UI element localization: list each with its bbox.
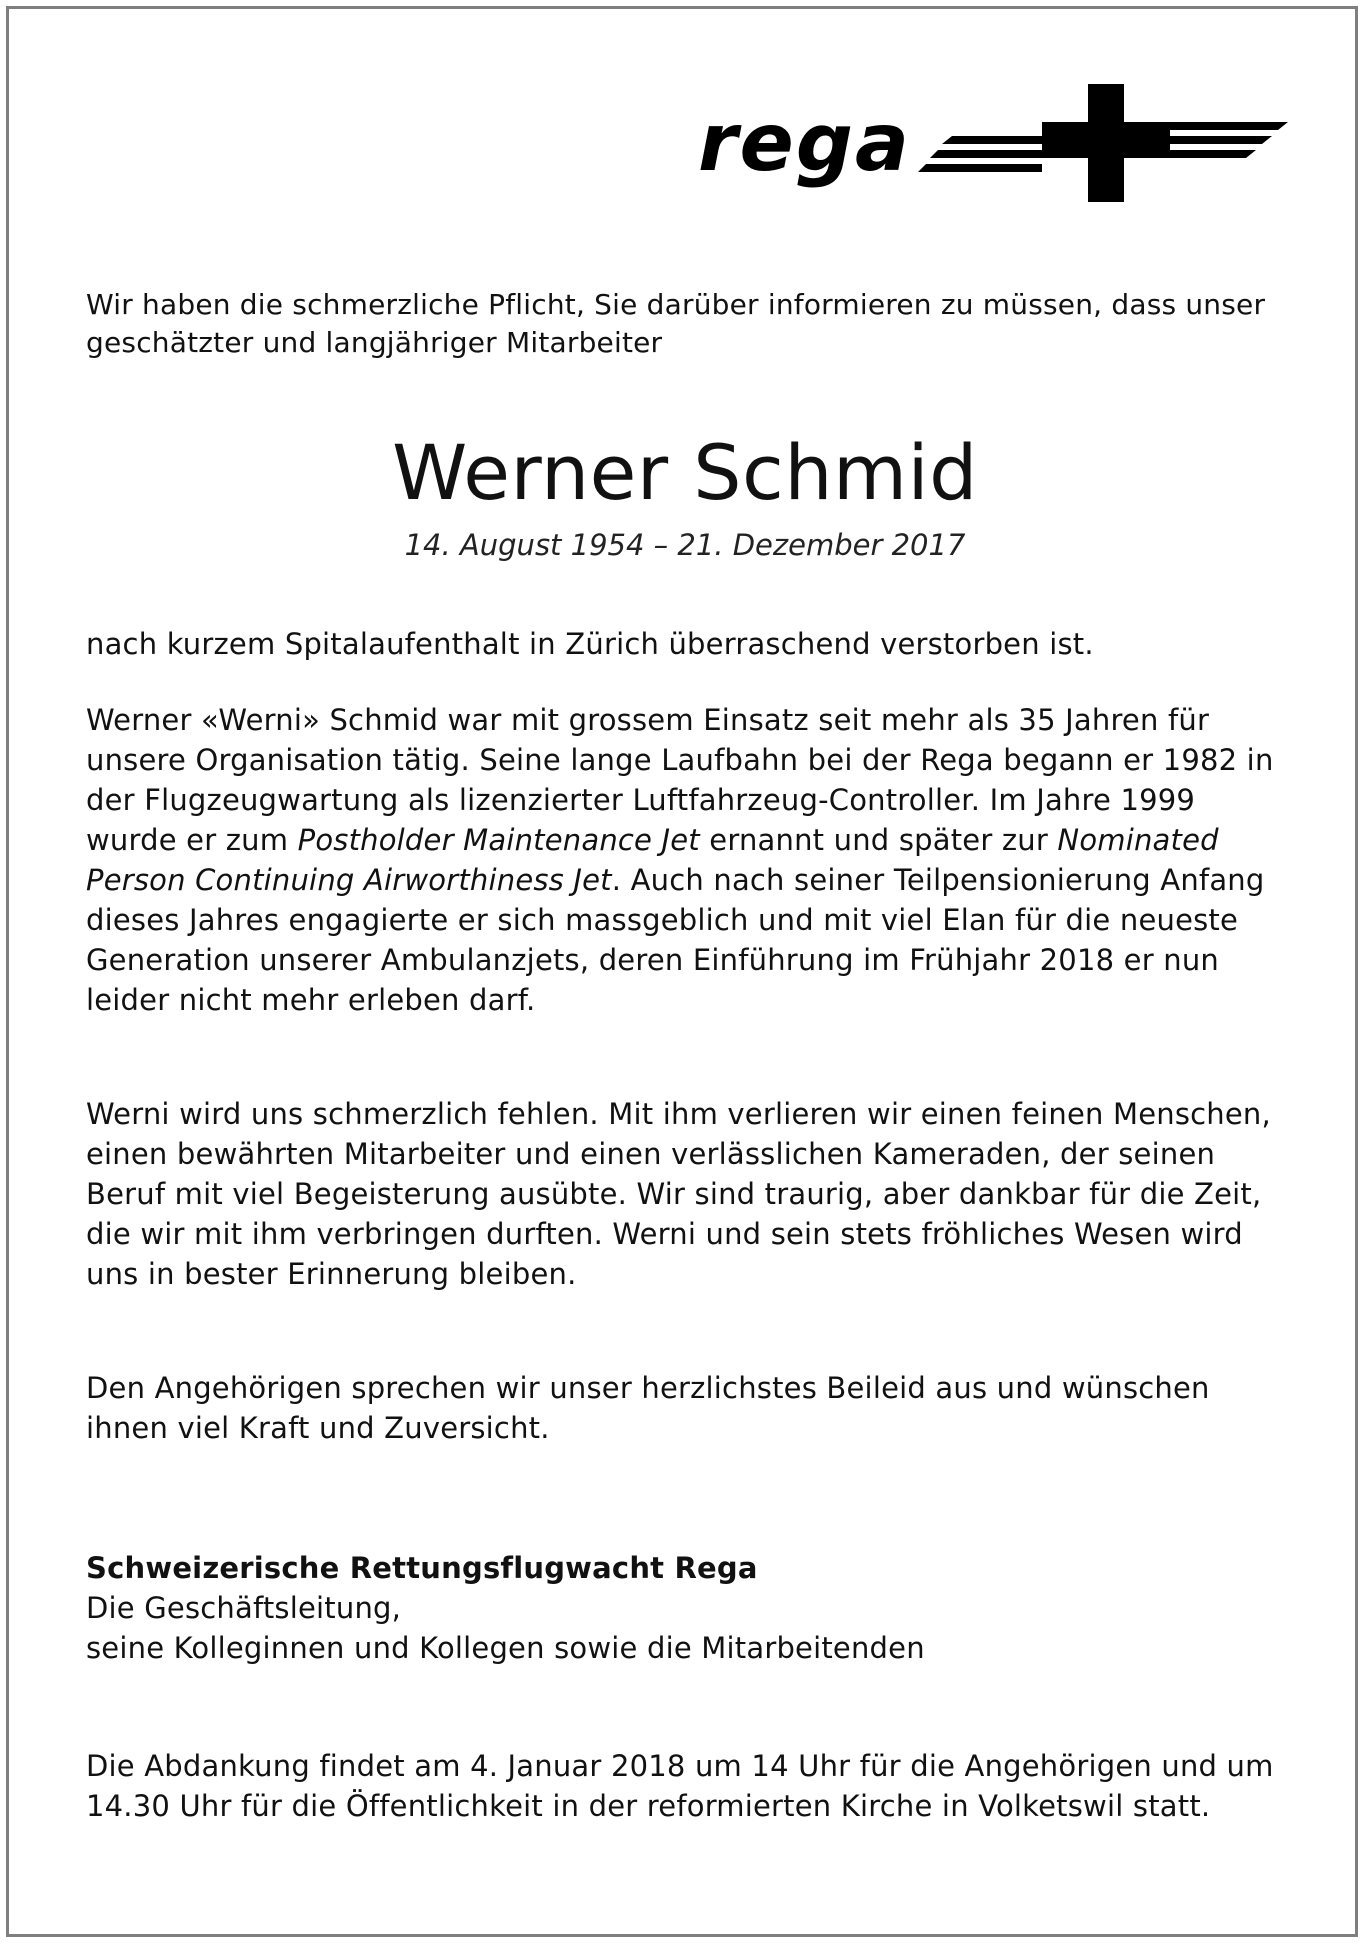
career-text-1: Werner «Werni» Schmid war mit grossem Einsatz seit mehr als 35 Jahren für unsere Organisation tätig. Seine lange Laufbahn bei der Rega begann er 1982 in der Flugzeugwartung als lizenzierter Luftfahrzeug-Controller. Im Jahre 1999 wurde er zum — [86, 703, 1274, 857]
deceased-name: Werner Schmid — [392, 428, 978, 517]
speed-lines-left-icon — [918, 136, 1042, 172]
rega-logo — [690, 80, 1290, 205]
speed-lines-right-icon — [1170, 122, 1288, 158]
condolence-paragraph: Den Angehörigen sprechen wir unser herzlichstes Beileid aus und wünschen ihnen viel Kraft und Zuversicht. — [86, 1371, 1210, 1445]
career-title-1: Postholder Maintenance Jet — [297, 823, 700, 857]
death-statement: nach kurzem Spitalaufenthalt in Zürich überraschend verstorben ist. — [86, 627, 1094, 661]
signature-line-1: Die Geschäftsleitung, — [86, 1591, 402, 1625]
life-dates: 14. August 1954 – 21. Dezember 2017 — [404, 528, 966, 562]
signature-line-2: seine Kolleginnen und Kollegen sowie die Mitarbeitenden — [86, 1631, 925, 1665]
signature-organization: Schweizerische Rettungsflugwacht Rega — [86, 1551, 758, 1585]
service-announcement: Die Abdankung findet am 4. Januar 2018 um 14 Uhr für die Angehörigen und um 14.30 Uhr für die Öffentlichkeit in der reformierten Kirche in Volketswil statt. — [86, 1749, 1274, 1823]
career-text-3: . Auch nach seiner Teilpensionierung Anfang dieses Jahres engagierte er sich massgeblich und mit viel Elan für die neueste Generation unserer Ambulanzjets, deren Einführung im Frühjahr 2018 er nun leider nicht mehr erleben darf. — [86, 863, 1265, 1017]
intro-text: Wir haben die schmerzliche Pflicht, Sie darüber informieren zu müssen, dass unser geschätzter und langjähriger Mitarbeiter — [86, 288, 1266, 359]
tribute-paragraph: Werni wird uns schmerzlich fehlen. Mit ihm verlieren wir einen feinen Menschen, einen bewährten Mitarbeiter und einen verlässlichen Kameraden, der seinen Beruf mit viel Begeisterung ausübte. Wir sind traurig, aber dankbar für die Zeit, die wir mit ihm verbringen durften. Werni und sein stets fröhliches Wesen wird uns in bester Erinnerung bleiben. — [86, 1097, 1271, 1291]
rega-wordmark: rega — [698, 96, 911, 189]
swiss-cross-icon — [1042, 84, 1170, 202]
career-text-2: ernannt und später zur — [699, 823, 1058, 857]
signature-block — [86, 1548, 1286, 1668]
career-paragraph — [86, 700, 1286, 1020]
career-title-2: Nominated Person Continuing Airworthiness Jet — [86, 823, 1219, 897]
